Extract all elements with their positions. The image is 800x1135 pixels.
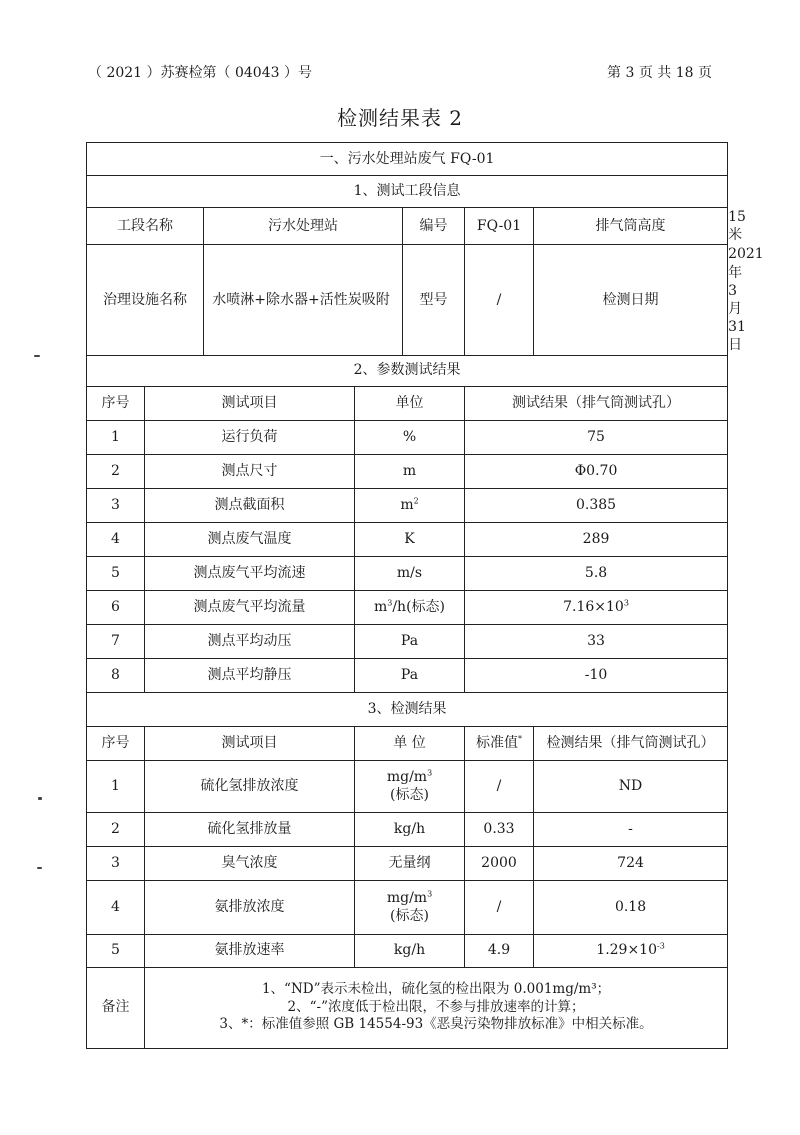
- table-row: [87, 812, 728, 846]
- scan-mark: [34, 355, 40, 357]
- section3-heading: 3、检测结果: [87, 692, 728, 726]
- row-number: 7: [87, 624, 145, 658]
- unit: Pa: [355, 624, 465, 658]
- table-row: [87, 420, 728, 454]
- unit: Pa: [355, 658, 465, 692]
- test-item: 运行负荷: [145, 420, 355, 454]
- section-main-heading: 一、污水处理站废气 FQ-01: [87, 143, 728, 176]
- remark-line: 2、“-”浓度低于检出限，不参与排放速率的计算；: [287, 998, 585, 1015]
- unit-text: m: [400, 496, 414, 513]
- test-item: 测点废气平均流量: [145, 590, 355, 624]
- info-value: 水喷淋+除水器+活性炭吸附: [204, 245, 403, 355]
- standard-value: 0.33: [465, 812, 534, 846]
- row-number: 2: [87, 454, 145, 488]
- row-number: 4: [87, 880, 145, 934]
- result-superscript: -3: [657, 941, 665, 951]
- unit: [355, 590, 465, 624]
- test-result: ND: [534, 760, 728, 812]
- info-row: 工段名称 污水处理站 编号 FQ-01 排气筒高度 15 米: [87, 208, 728, 245]
- test-result: 5.8: [465, 556, 728, 590]
- row-number: 5: [87, 934, 145, 967]
- test-result: 33: [465, 624, 728, 658]
- unit: [355, 880, 465, 934]
- test-result: [534, 934, 728, 967]
- info-row: 治理设施名称 水喷淋+除水器+活性炭吸附 型号 / 检测日期 2021 年 3 月 31 日: [87, 245, 728, 355]
- info-value: FQ-01: [465, 208, 534, 245]
- test-result: 724: [534, 846, 728, 880]
- result-superscript: 3: [623, 598, 629, 608]
- table-row: [87, 556, 728, 590]
- result-text: 1.29×10: [596, 942, 657, 959]
- unit-superscript: 3: [427, 889, 433, 899]
- table-row: [87, 624, 728, 658]
- unit: [355, 488, 465, 522]
- standard-value: /: [465, 760, 534, 812]
- result-text: 7.16×10: [563, 598, 624, 615]
- unit-condition: (标态): [390, 787, 429, 803]
- row-number: 1: [87, 760, 145, 812]
- row-number: 2: [87, 812, 145, 846]
- row-number: 3: [87, 846, 145, 880]
- unit: 无量纲: [355, 846, 465, 880]
- test-result: -10: [465, 658, 728, 692]
- column-header: 测试结果（排气筒测试孔）: [465, 386, 728, 420]
- remarks-row: [87, 967, 728, 1048]
- column-header: [465, 726, 534, 760]
- test-result: 0.18: [534, 880, 728, 934]
- unit: m: [355, 454, 465, 488]
- unit: m/s: [355, 556, 465, 590]
- scan-mark: [38, 797, 42, 800]
- table-row: [87, 760, 728, 812]
- test-item: 臭气浓度: [145, 846, 355, 880]
- test-item: 测点平均静压: [145, 658, 355, 692]
- column-header: 序号: [87, 726, 145, 760]
- column-header: 单位: [355, 386, 465, 420]
- remark-line: 3、*：标准值参照 GB 14554-93《恶臭污染物排放标准》中相关标准。: [219, 1016, 653, 1033]
- table-row: [87, 454, 728, 488]
- test-item: 测点尺寸: [145, 454, 355, 488]
- table-header-row: [87, 386, 728, 420]
- test-item: 硫化氢排放浓度: [145, 760, 355, 812]
- test-result: Φ0.70: [465, 454, 728, 488]
- row-number: 4: [87, 522, 145, 556]
- test-item: 硫化氢排放量: [145, 812, 355, 846]
- test-result: 0.385: [465, 488, 728, 522]
- table-row: [87, 846, 728, 880]
- unit-prefix: m: [373, 598, 388, 615]
- section2-heading: 2、参数测试结果: [87, 355, 728, 386]
- unit-text: mg/m: [386, 768, 428, 785]
- standard-value: /: [465, 880, 534, 934]
- unit-superscript: 3: [427, 768, 433, 778]
- row-number: 3: [87, 488, 145, 522]
- test-result: 75: [465, 420, 728, 454]
- table-row: [87, 488, 728, 522]
- column-header: 单 位: [355, 726, 465, 760]
- unit-superscript: 3: [387, 598, 393, 608]
- test-item: 测点废气平均流速: [145, 556, 355, 590]
- standard-value: 4.9: [465, 934, 534, 967]
- unit: kg/h: [355, 934, 465, 967]
- test-item: 氨排放速率: [145, 934, 355, 967]
- unit: K: [355, 522, 465, 556]
- remark-line: 1、“ND”表示未检出，硫化氢的检出限为 0.001mg/m³；: [261, 981, 611, 998]
- unit-superscript: 2: [413, 496, 419, 506]
- info-value: 污水处理站: [204, 208, 403, 245]
- info-key: 工段名称: [87, 208, 204, 245]
- table-row: [87, 934, 728, 967]
- section1-heading: 1、测试工段信息: [87, 176, 728, 208]
- column-header: 检测结果（排气筒测试孔）: [534, 726, 728, 760]
- page-title: 检测结果表 2: [336, 106, 464, 130]
- info-key: 治理设施名称: [87, 245, 204, 355]
- column-header: 序号: [87, 386, 145, 420]
- row-number: 8: [87, 658, 145, 692]
- table-row: [87, 522, 728, 556]
- standard-value: 2000: [465, 846, 534, 880]
- test-item: 测点平均动压: [145, 624, 355, 658]
- unit-text: /h(标态): [392, 598, 446, 615]
- info-key: 排气筒高度: [534, 208, 728, 245]
- table-row: [87, 658, 728, 692]
- test-result: [465, 590, 728, 624]
- column-header: 测试项目: [145, 386, 355, 420]
- remarks-label: 备注: [87, 967, 145, 1048]
- unit-text: mg/m: [386, 889, 428, 906]
- info-key: 编号: [403, 208, 465, 245]
- row-number: 6: [87, 590, 145, 624]
- std-header-text: 标准值: [476, 734, 518, 751]
- results-table: [86, 142, 764, 1049]
- row-number: 5: [87, 556, 145, 590]
- test-result: -: [534, 812, 728, 846]
- info-key: 检测日期: [534, 245, 728, 355]
- page-info: 第 3 页 共 18 页: [607, 65, 712, 81]
- unit: kg/h: [355, 812, 465, 846]
- column-header: 测试项目: [145, 726, 355, 760]
- info-value: /: [465, 245, 534, 355]
- table-header-row: [87, 726, 728, 760]
- table-row: [87, 880, 728, 934]
- unit: %: [355, 420, 465, 454]
- unit-condition: (标态): [390, 908, 429, 924]
- info-key: 型号: [403, 245, 465, 355]
- std-header-asterisk: *: [518, 734, 522, 744]
- test-result: 289: [465, 522, 728, 556]
- report-number: （ 2021 ）苏赛检第（ 04043 ）号: [88, 65, 312, 81]
- test-item: 氨排放浓度: [145, 880, 355, 934]
- scan-mark: [37, 867, 42, 869]
- row-number: 1: [87, 420, 145, 454]
- test-item: 测点废气温度: [145, 522, 355, 556]
- table-row: [87, 590, 728, 624]
- test-item: 测点截面积: [145, 488, 355, 522]
- remarks-content: [145, 967, 728, 1048]
- unit: [355, 760, 465, 812]
